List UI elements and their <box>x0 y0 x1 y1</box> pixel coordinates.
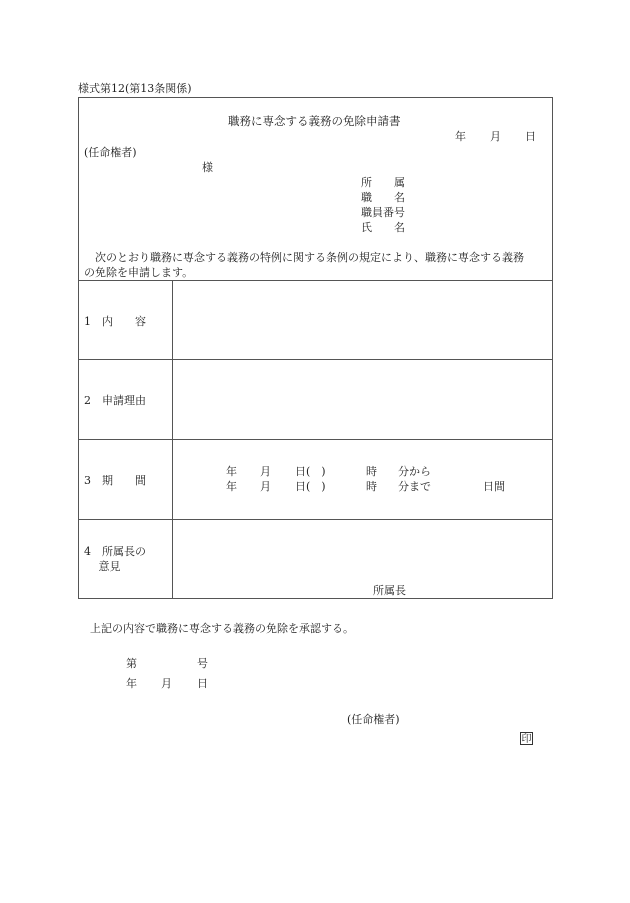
divider-4 <box>78 519 553 520</box>
divider-3 <box>78 439 553 440</box>
employee-number-label: 職員番号 <box>361 206 405 219</box>
period-from-day: 日( ) <box>295 465 326 478</box>
period-days: 日間 <box>483 480 505 493</box>
supervisor-label: 所属長 <box>373 584 406 597</box>
form-title: 職務に専念する義務の免除申請書 <box>228 114 401 128</box>
period-to-year: 年 <box>226 480 237 493</box>
period-to-day: 日( ) <box>295 480 326 493</box>
period-to-minute: 分まで <box>398 480 431 493</box>
date-day: 日 <box>525 130 536 143</box>
approval-date-year: 年 <box>126 677 137 690</box>
sama-label: 様 <box>202 161 213 174</box>
post-label: 職 名 <box>361 191 405 204</box>
approval-date-day: 日 <box>197 677 208 690</box>
form-reference: 様式第12(第13条関係) <box>78 82 192 95</box>
name-label: 氏 名 <box>361 221 405 234</box>
row-label-opinion-1: 4 所属長の <box>84 545 146 558</box>
appointer-label: (任命権者) <box>84 146 137 159</box>
approval-text: 上記の内容で職務に専念する義務の免除を承認する。 <box>90 622 354 635</box>
divider-1 <box>78 280 553 281</box>
period-from-hour: 時 <box>366 465 377 478</box>
divider-2 <box>78 359 553 360</box>
row-label-opinion-2: 意見 <box>84 560 121 573</box>
date-month: 月 <box>490 130 501 143</box>
period-from-month: 月 <box>260 465 271 478</box>
approval-date-month: 月 <box>161 677 172 690</box>
form-frame <box>78 97 553 599</box>
column-divider <box>172 280 173 599</box>
row-label-reason: 2 申請理由 <box>84 394 146 407</box>
row-label-period: 3 期 間 <box>84 474 146 487</box>
statement-line-2: の免除を申請します。 <box>84 266 194 279</box>
approval-no-go: 号 <box>197 657 208 670</box>
period-from-year: 年 <box>226 465 237 478</box>
row-label-content: 1 内 容 <box>84 315 146 328</box>
period-from-minute: 分から <box>398 465 431 478</box>
approval-no-dai: 第 <box>126 657 137 670</box>
statement-line-1: 次のとおり職務に専念する義務の特例に関する条例の規定により、職務に専念する義務 <box>84 251 524 264</box>
seal-mark: 印 <box>521 734 532 745</box>
period-to-hour: 時 <box>366 480 377 493</box>
period-to-month: 月 <box>260 480 271 493</box>
date-year: 年 <box>455 130 466 143</box>
appointer-bottom-label: (任命権者) <box>347 713 400 726</box>
affiliation-label: 所 属 <box>361 176 405 189</box>
